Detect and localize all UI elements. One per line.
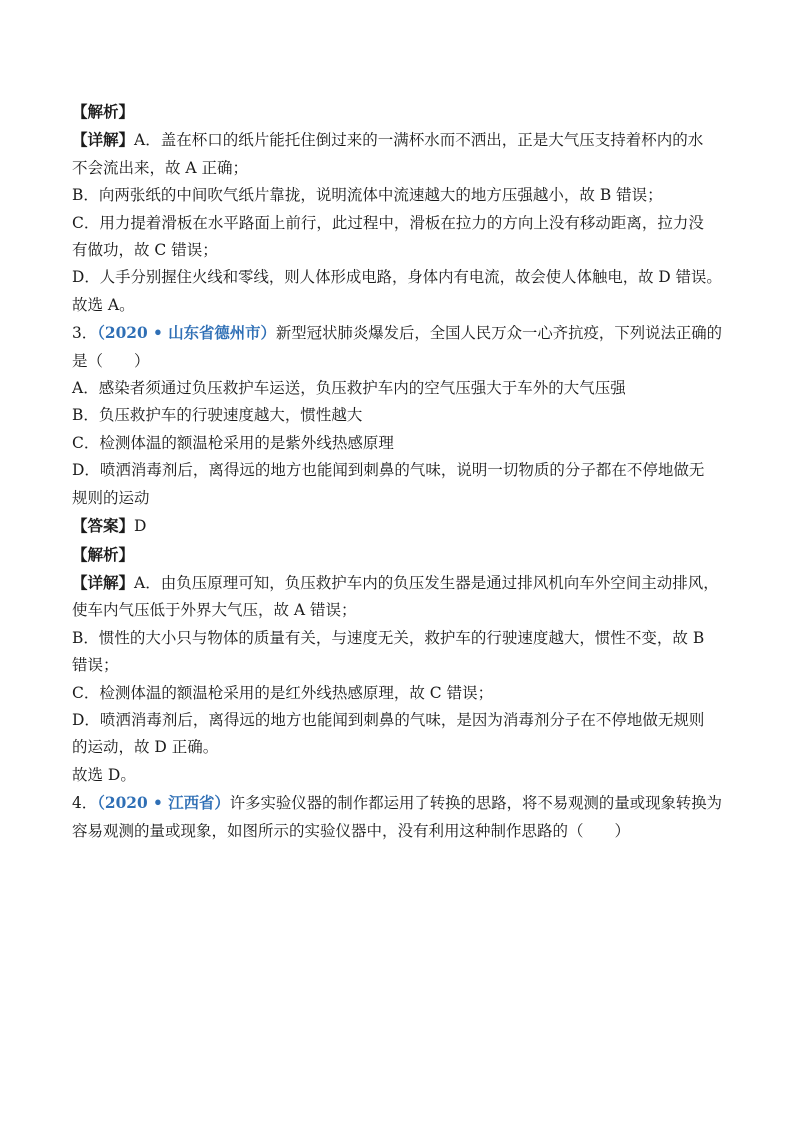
detail-label: 【详解】 [72, 130, 135, 150]
detail-line [72, 597, 722, 624]
answer-label: 【答案】 [72, 516, 135, 536]
question-line [72, 818, 722, 845]
question-text: 许多实验仪器的制作都运用了转换的思路，将不易观测的量或现象转换为 [229, 794, 723, 813]
answer-line [72, 512, 722, 540]
heading-label: 【解析】 [72, 544, 135, 564]
text-line: A．感染者须通过负压救护车运送，负压救护车内的空气压强大于车外的大气压强 [72, 379, 626, 398]
question-text: 容易观测的量或现象，如图所示的实验仪器中，没有利用这种制作思路的（ ） [72, 821, 631, 840]
detail-line [72, 155, 722, 182]
detail-line [72, 126, 722, 154]
text-line: 故选 D。 [72, 765, 136, 784]
question-number: 4． [72, 794, 98, 813]
question-text: 新型冠状肺炎爆发后，全国人民万众一心齐抗疫，下列说法正确的 [275, 324, 723, 343]
question-source: （2020 • 山东省德州市） [97, 323, 276, 343]
text-line: B．负压救护车的行驶速度越大，惯性越大 [72, 406, 363, 425]
text-line: C．检测体温的额温枪采用的是红外线热感原理，故 C 错误； [72, 683, 494, 702]
text-line: D．人手分别握住火线和零线，则人体形成电路，身体内有电流，故会使人体触电，故 D 错误。 [72, 268, 722, 287]
answer-value: D [134, 517, 147, 536]
text-line: 规则的运动 [72, 488, 150, 507]
document-page [72, 98, 722, 845]
question-line [72, 319, 723, 347]
question-number: 3． [72, 324, 98, 343]
detail-text: A．盖在杯口的纸片能托住倒过来的一满杯水而不洒出，正是大气压支持着杯内的水 [134, 131, 704, 150]
question-line [72, 348, 722, 375]
section-heading [72, 541, 722, 569]
detail-text: 不会流出来，故 A 正确； [72, 158, 249, 177]
detail-text: A．由负压原理可知，负压救护车内的负压发生器是通过排风机向车外空间主动排风， [134, 573, 719, 592]
question-text: 是（ ） [72, 351, 150, 370]
detail-text: 使车内气压低于外界大气压，故 A 错误； [72, 601, 357, 620]
text-line: B．惯性的大小只与物体的质量有关，与速度无关，救护车的行驶速度越大，惯性不变，故 B [72, 628, 705, 647]
text-line: 错误； [72, 656, 119, 675]
text-line: 有做功，故 C 错误； [72, 241, 218, 260]
detail-label: 【详解】 [72, 572, 135, 592]
text-line: B．向两张纸的中间吹气纸片靠拢，说明流体中流速越大的地方压强越小，故 B 错误； [72, 186, 663, 205]
detail-line [72, 569, 722, 597]
text-line: C．检测体温的额温枪采用的是紫外线热感原理 [72, 433, 394, 452]
text-line: 故选 A。 [72, 295, 135, 314]
text-line: C．用力提着滑板在水平路面上前行，此过程中，滑板在拉力的方向上没有移动距离，拉力没 [72, 213, 704, 232]
text-line: 的运动，故 D 正确。 [72, 738, 219, 757]
text-line: D．喷洒消毒剂后，离得远的地方也能闻到刺鼻的气味，是因为消毒剂分子在不停地做无规则 [72, 710, 705, 729]
heading-label: 【解析】 [72, 102, 135, 121]
section-heading [72, 98, 722, 126]
question-source: （2020 • 江西省） [97, 793, 230, 813]
question-line [72, 789, 723, 817]
text-line: D．喷洒消毒剂后，离得远的地方也能闻到刺鼻的气味，说明一切物质的分子都在不停地做无 [72, 461, 705, 480]
